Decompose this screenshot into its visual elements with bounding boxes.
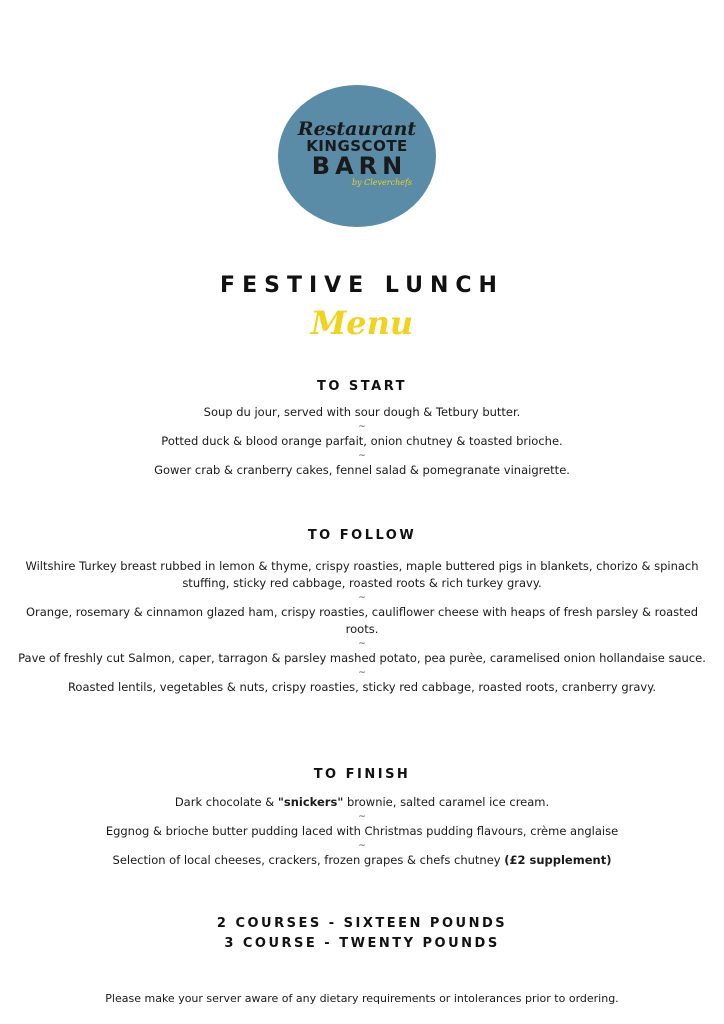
menu-item: Dark chocolate & "snickers" brownie, salted caramel ice cream. [174, 795, 550, 809]
logo-restaurant-text: Restaurant [297, 117, 417, 140]
menu-item: Selection of local cheeses, crackers, frozen grapes & chefs chutney (£2 supplement) [112, 853, 612, 867]
dietary-notice: Please make your server aware of any dietary requirements or intolerances prior to ordering. [105, 992, 619, 1005]
item-separator: ~ [358, 422, 366, 432]
menu-item: Orange, rosemary & cinnamon glazed ham, crispy roasties, cauliflower cheese with heaps of fresh parsley & roasted roots. [25, 605, 699, 636]
menu-title: FESTIVE LUNCH [220, 273, 504, 298]
pricing-block [0, 914, 724, 954]
menu-item: Gower crab & cranberry cakes, fennel salad & pomegranate vinaigrette. [154, 463, 570, 477]
menu-item: Roasted lentils, vegetables & nuts, crispy roasties, sticky red cabbage, roasted roots, cranberry gravy. [67, 680, 657, 694]
menu-item: Potted duck & blood orange parfait, onion chutney & toasted brioche. [161, 434, 563, 448]
logo-barn-text: BARN [311, 151, 408, 180]
item-separator: ~ [358, 812, 366, 822]
section-heading-start: TO START [316, 379, 408, 394]
price-three-courses: 3 COURSE - TWENTY POUNDS [224, 936, 500, 951]
price-two-courses: 2 COURSES - SIXTEEN POUNDS [216, 916, 508, 931]
menu-item: Soup du jour, served with sour dough & Tetbury butter. [203, 405, 521, 419]
section-items-start [16, 404, 708, 479]
menu-item: Eggnog & brioche butter pudding laced with Christmas pudding flavours, crème anglaise [105, 824, 619, 838]
section-items-follow [16, 558, 708, 696]
section-items-finish [16, 794, 708, 869]
section-heading-finish: TO FINISH [313, 767, 411, 782]
section-heading-follow: TO FOLLOW [307, 528, 417, 543]
item-separator: ~ [358, 593, 366, 603]
logo-byline-text: by Cleverchefs [351, 177, 413, 187]
menu-item: Wiltshire Turkey breast rubbed in lemon & thyme, crispy roasties, maple buttered pigs in blankets, chorizo & spinach stuffing, sticky red cabbage, roasted roots & rich turkey gravy. [25, 559, 699, 590]
item-separator: ~ [358, 451, 366, 461]
logo-kingscote-text: KINGSCOTE [306, 136, 408, 155]
item-separator: ~ [358, 841, 366, 851]
item-separator: ~ [358, 639, 366, 649]
item-separator: ~ [358, 668, 366, 678]
restaurant-logo [278, 85, 436, 227]
menu-subtitle: Menu [310, 304, 414, 342]
menu-item: Pave of freshly cut Salmon, caper, tarragon & parsley mashed potato, pea purèe, caramelised onion hollandaise sauce. [18, 651, 706, 665]
